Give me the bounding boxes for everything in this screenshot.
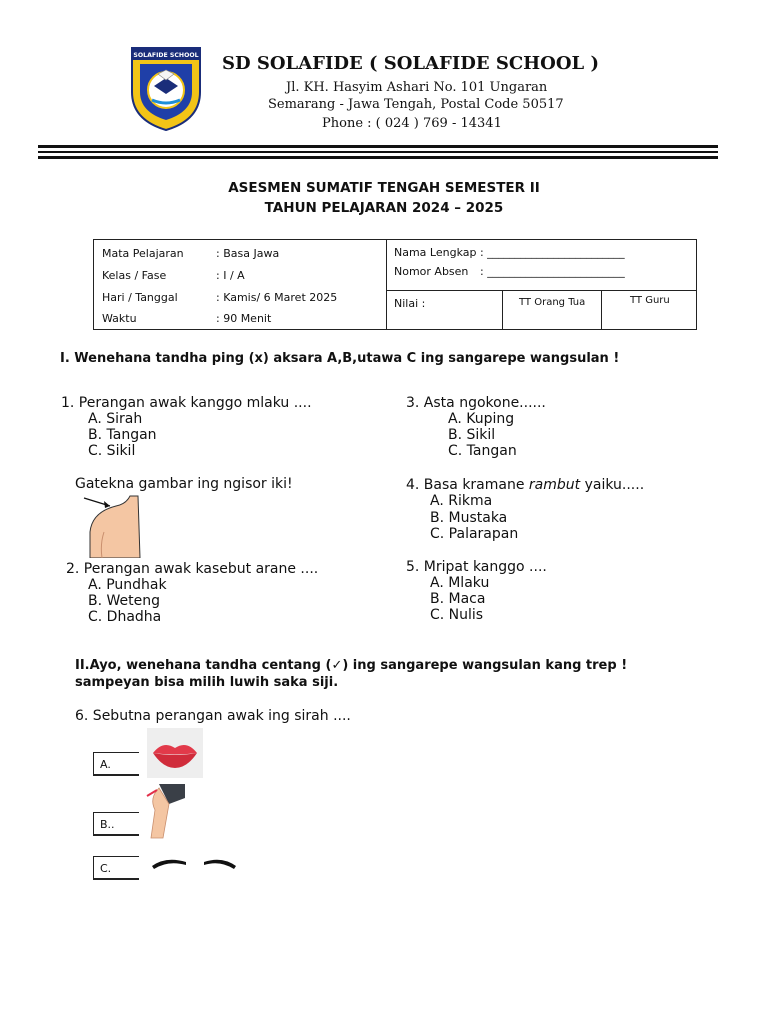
class-label: Kelas / Fase xyxy=(102,269,167,282)
question-4: 4. Basa kramane rambut yaiku..... xyxy=(406,477,645,493)
q1-option-a[interactable]: A. Sirah xyxy=(88,411,143,427)
knee-image xyxy=(145,784,187,840)
svg-text:SOLAFIDE SCHOOL: SOLAFIDE SCHOOL xyxy=(133,52,199,59)
subject-label: Mata Pelajaran xyxy=(102,247,184,260)
question-3: 3. Asta ngokone...... xyxy=(406,395,546,411)
teacher-signature-label: TT Guru xyxy=(630,295,670,306)
exam-year: TAHUN PELAJARAN 2024 – 2025 xyxy=(264,200,504,216)
q2-option-b[interactable]: B. Weteng xyxy=(88,593,161,609)
eyebrows-image xyxy=(148,854,240,872)
q4-option-c[interactable]: C. Palarapan xyxy=(430,526,519,542)
question-5: 5. Mripat kanggo .... xyxy=(406,559,547,575)
q2-option-a[interactable]: A. Pundhak xyxy=(88,577,167,593)
q4-emphasis: rambut xyxy=(528,477,581,493)
time-value: : 90 Menit xyxy=(216,312,272,325)
q1-option-c[interactable]: C. Sikil xyxy=(88,443,136,459)
absen-field[interactable]: : _________________________ xyxy=(480,265,625,278)
answer-box-c[interactable]: C. xyxy=(93,856,139,880)
q5-option-a[interactable]: A. Mlaku xyxy=(430,575,490,591)
section-2-instruction: II.Ayo, wenehana tandha centang (✓) ing sangarepe wangsulan kang trep ! xyxy=(75,658,628,673)
section-1-instruction: I. Wenehana tandha ping (x) aksara A,B,utawa C ing sangarepe wangsulan ! xyxy=(60,351,620,366)
picture-note: Gatekna gambar ing ngisor iki! xyxy=(75,476,293,492)
header-rule-bottom xyxy=(38,156,718,159)
school-name: SD SOLAFIDE ( SOLAFIDE SCHOOL ) xyxy=(222,53,599,74)
phone-line: Phone : ( 024 ) 769 - 14341 xyxy=(322,116,502,131)
q3-option-a[interactable]: A. Kuping xyxy=(448,411,515,427)
q2-option-c[interactable]: C. Dhadha xyxy=(88,609,162,625)
q4-option-b[interactable]: B. Mustaka xyxy=(430,510,508,526)
q1-option-b[interactable]: B. Tangan xyxy=(88,427,157,443)
address-line-1: Jl. KH. Hasyim Ashari No. 101 Ungaran xyxy=(286,80,548,95)
school-logo xyxy=(128,44,204,132)
name-field[interactable]: Nama Lengkap : _________________________ xyxy=(394,246,625,259)
q3-option-b[interactable]: B. Sikil xyxy=(448,427,496,443)
q4-option-a[interactable]: A. Rikma xyxy=(430,493,493,509)
student-info-box xyxy=(93,239,697,330)
header-rule-top xyxy=(38,145,718,148)
q3-option-c[interactable]: C. Tangan xyxy=(448,443,517,459)
shoulder-image xyxy=(80,492,148,558)
time-label: Waktu xyxy=(102,312,137,325)
section-2-instruction-cont: sampeyan bisa milih luwih saka siji. xyxy=(75,675,339,690)
answer-box-b[interactable]: B.. xyxy=(93,812,139,836)
address-line-2: Semarang - Jawa Tengah, Postal Code 50517 xyxy=(268,97,564,112)
date-value: : Kamis/ 6 Maret 2025 xyxy=(216,291,338,304)
lips-image xyxy=(147,728,203,778)
question-6: 6. Sebutna perangan awak ing sirah .... xyxy=(75,708,351,724)
q5-option-b[interactable]: B. Maca xyxy=(430,591,486,607)
score-label: Nilai : xyxy=(394,297,426,310)
header-rule-mid xyxy=(38,151,718,153)
class-value: : I / A xyxy=(216,269,245,282)
subject-value: : Basa Jawa xyxy=(216,247,280,260)
question-1: 1. Perangan awak kanggo mlaku .... xyxy=(61,395,312,411)
q5-option-c[interactable]: C. Nulis xyxy=(430,607,484,623)
date-label: Hari / Tanggal xyxy=(102,291,178,304)
question-2: 2. Perangan awak kasebut arane .... xyxy=(66,561,319,577)
absen-label: Nomor Absen xyxy=(394,265,469,278)
exam-title: ASESMEN SUMATIF TENGAH SEMESTER II xyxy=(228,180,540,196)
parent-signature-label: TT Orang Tua xyxy=(519,297,586,308)
answer-box-a[interactable]: A. xyxy=(93,752,139,776)
